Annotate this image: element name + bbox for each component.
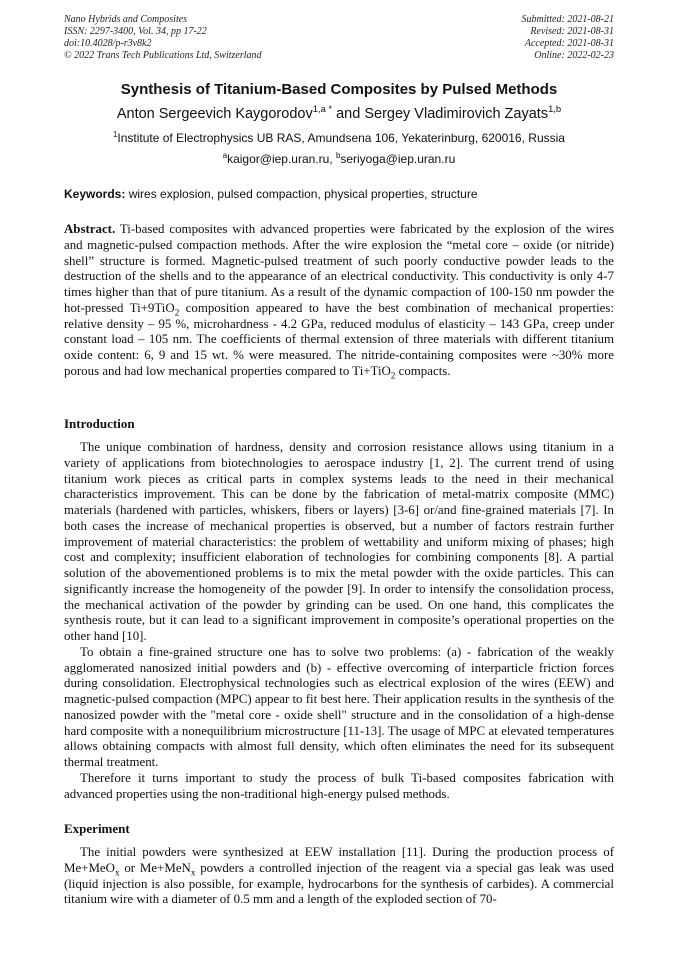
doi: doi:10.4028/p-r3v8k2 [64, 38, 152, 49]
keywords [64, 186, 614, 202]
author-conjunction: and [332, 106, 365, 122]
experiment-text-3: powders a controlled injection of the reagent via a special gas leak was used (liquid injection is also possible, for example, hydrocarbons for the synthesis of carbides). A commercial titanium wire with a diameter of 0.5 mm and a length of the exploded section of 70- [64, 860, 614, 907]
journal-info [64, 14, 262, 62]
abstract-label: Abstract. [64, 222, 116, 236]
introduction-paragraph-3: Therefore it turns important to study the process of bulk Ti-based composites fabrication with advanced properties using the non-traditional high-energy pulsed methods. [64, 770, 614, 801]
submitted-date: Submitted: 2021-08-21 [521, 14, 614, 25]
keywords-text: wires explosion, pulsed compaction, physical properties, structure [125, 187, 478, 201]
experiment-body [64, 845, 614, 908]
author-1: Anton Sergeevich Kaygorodov [116, 106, 313, 122]
affiliation [40, 130, 638, 146]
email-b: seriyoga@iep.uran.ru [340, 152, 456, 166]
introduction-paragraph-2: To obtain a fine-grained structure one has to solve two problems: (a) - fabrication of the weakly agglomerated nanosized initial powders and (b) - effective overcoming of interparticle friction forces during consolidation. Electrophysical technologies such as electrical explosion of the wires (EEW) and magnetic-pulsed compaction (MPC) appear to fit best here. Their application results in the synthesis of the nanosized powder with the "metal core - oxide shell" structure and in the consolidation of a high-dense hard composite with a nonequilibrium microstructure [11-13]. The usage of MPC at elevated temperatures allows obtaining compacts with almost full density, which often eliminates the need for its subsequent thermal treatment. [64, 644, 614, 769]
abstract [64, 222, 614, 380]
experiment-text-1: The initial powders were synthesized at EEW installation [11]. During the production process of Me+MeO [64, 845, 614, 875]
online-date: Online: 2022-02-23 [534, 50, 614, 61]
email-a-marker: a [222, 151, 228, 160]
experiment-paragraph-1 [64, 845, 614, 908]
introduction-heading: Introduction [64, 416, 135, 431]
author-2: Sergey Vladimirovich Zayats [364, 106, 549, 122]
issn: ISSN: 2297-3400, Vol. 34, pp 17-22 [64, 26, 207, 37]
publication-dates [522, 14, 615, 62]
experiment-heading: Experiment [64, 821, 130, 836]
abstract-subscript-2: 2 [390, 370, 396, 381]
paper-title: Synthesis of Titanium-Based Composites by Pulsed Methods [120, 81, 558, 98]
author-line [40, 104, 638, 124]
experiment-subscript-2: x [190, 867, 196, 878]
copyright: © 2022 Trans Tech Publications Ltd, Switzerland [64, 50, 262, 61]
accepted-date: Accepted: 2021-08-31 [524, 38, 614, 49]
affiliation-text: Institute of Electrophysics UB RAS, Amundsena 106, Yekaterinburg, 620016, Russia [117, 131, 565, 145]
abstract-text-1: Ti-based composites with advanced properties were fabricated by the explosion of the wires and magnetic-pulsed compaction methods. After the wire explosion the “metal core – oxide (or nitride) shell” structure is formed. Magnetic-pulsed treatment of such poorly conductive powder leads to the destruction of the shells and to the appearance of an electrical conductivity. This conductivity is only 4-7 times higher than that of pure titanium. As a result of the dynamic compaction of 100-150 nm powder the hot-pressed Ti+9TiO [64, 222, 614, 315]
email-line [40, 151, 638, 167]
keywords-label: Keywords: [64, 187, 126, 201]
abstract-text-3: compacts. [395, 363, 451, 378]
abstract-text-2: composition appeared to have the best combination of mechanical properties: relative density – 95 %, microhardness - 4.2 GPa, reduced modulus of elasticity – 143 GPa, creep under constant load – 105 nm. The coefficients of thermal extension of three materials with different titanium oxide content: 6, 9 and 15 wt. % were measured. The nitride-containing composites were ~30% more porous and had low mechanical properties compared to Ti+TiO [64, 300, 614, 378]
experiment-subscript-1: x [114, 867, 120, 878]
introduction-paragraph-1: The unique combination of hardness, density and corrosion resistance allows using titanium in a variety of applications from biotechnologies to aerospace industry [1, 2]. The current trend of using titanium work pieces as critical parts in complex systems leads to the need in their mechanical characteristics improvement. This can be done by the fabrication of metal-matrix composite (MMC) materials (hardened with particles, whiskers, fibers or layers) [3-6] or/and fine-grained materials [7]. In both cases the increase of mechanical properties is observed, but a number of factors restrain further improvement of material characteristics: the problem of wettability and uniform mixing of phases; high cost and complexity; insufficient elaboration of technologies for combining components [8]. A partial solution of the abovementioned problems is to mix the metal powder with the oxide particles. This can significantly increase the homogeneity of the powder [9]. In order to intensify the consolidation process, the mechanical activation of the powder by grinding can be used. On one hand, this complicates the synthesis route, but it can lead to a significant improvement in composite’s operational properties on the other hand [10]. [64, 440, 614, 643]
revised-date: Revised: 2021-08-31 [530, 26, 614, 37]
author-2-affiliation: 1,b [548, 103, 562, 115]
introduction-body [64, 440, 614, 802]
author-1-affiliation: 1,a * [312, 103, 333, 115]
affiliation-marker: 1 [113, 130, 118, 139]
email-b-marker: b [335, 151, 341, 160]
email-a: kaigor@iep.uran.ru, [227, 152, 336, 166]
journal-name: Nano Hybrids and Composites [64, 14, 188, 25]
abstract-subscript-1: 2 [174, 307, 180, 318]
experiment-text-2: or Me+MeN [119, 860, 191, 875]
